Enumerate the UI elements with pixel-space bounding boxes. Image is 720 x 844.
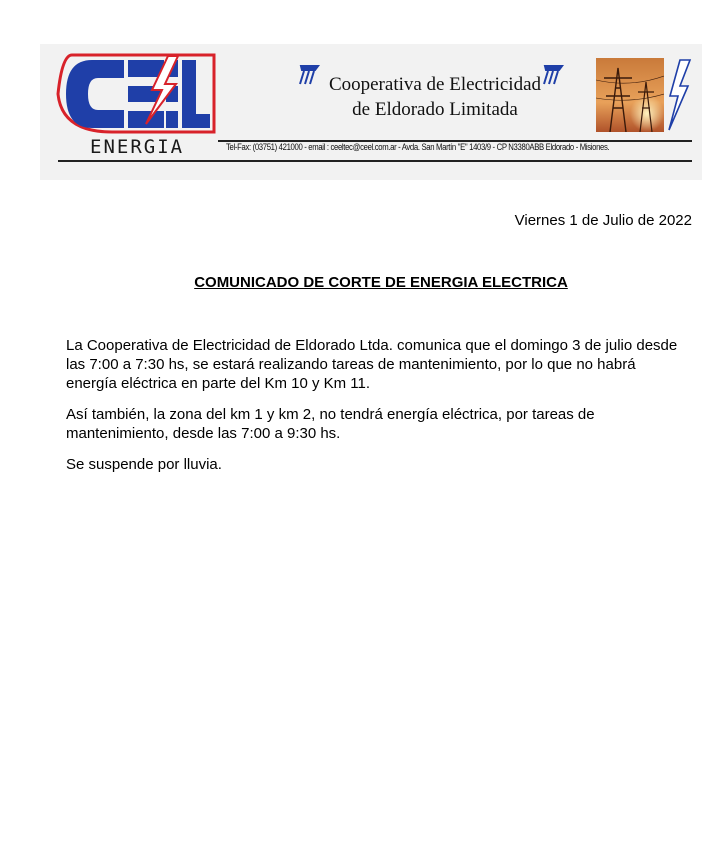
lightning-bolt-icon [666, 58, 692, 132]
document-body [66, 336, 686, 486]
letterhead [40, 44, 702, 180]
lightning-deco-icon [542, 64, 564, 86]
logo-energia-text: ENERGIA [90, 136, 185, 158]
cooperative-name-line1: Cooperativa de Electricidad [328, 74, 542, 95]
cooperative-name-line2: de Eldorado Limitada [352, 99, 518, 120]
document-title: COMUNICADO DE CORTE DE ENERGIA ELECTRICA [194, 274, 568, 291]
cooperative-name [320, 72, 550, 122]
paragraph: Se suspende por lluvia. [66, 456, 222, 473]
paragraph: Así también, la zona del km 1 y km 2, no tendrá energía eléctrica, por tareas de mantenimiento, desde las 7:00 a 9:30 hs. [66, 406, 595, 442]
power-tower-sunset-image [596, 58, 664, 132]
paragraph: La Cooperativa de Electricidad de Eldorado Ltda. comunica que el domingo 3 de julio desde las 7:00 a 7:30 hs, se estará realizando tareas de mantenimiento, por lo que no habrá energía eléctrica en parte del Km 10 y Km 11. [66, 337, 678, 392]
header-bottom-divider [58, 160, 692, 162]
document-date: Viernes 1 de Julio de 2022 [514, 212, 692, 229]
contact-info: Tel-Fax: (03751) 421000 - email : ceeltec@ceel.com.ar - Avda. San Martín "E" 1403/9 - CP N3380ABB Eldorado - Misiones. [226, 142, 610, 152]
lightning-deco-icon [298, 64, 320, 86]
